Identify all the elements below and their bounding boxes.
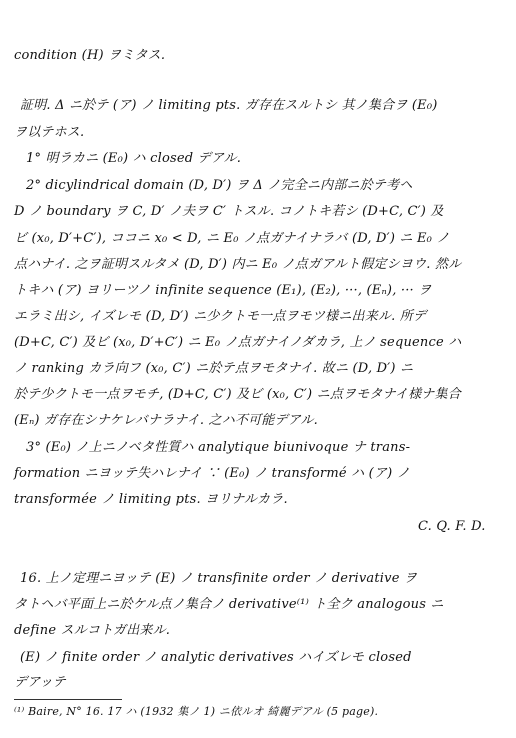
- text-line-15: 3° (E₀) ノ上ニノベタ性質ハ analytique biunivoque ナ trans-: [26, 440, 411, 455]
- text-line-17: transformée ノ limiting pts. ヨリナルカラ.: [14, 492, 288, 507]
- text-line-10: エラミ出シ, イズレモ (D, D′) ニ少クトモ一点ヲモツ様ニ出来ル. 所デ: [14, 309, 427, 324]
- text-line-19: 16. 上ノ定理ニヨッテ (E) ノ transfinite order ノ derivative ヲ: [20, 571, 418, 586]
- text-line-22: (E) ノ finite order ノ analytic derivatives ハイズレモ closed: [20, 650, 412, 665]
- footnote-divider: [14, 699, 122, 700]
- text-line-14: (Eₙ) ガ存在シナケレバナラナイ. 之ハ不可能デアル.: [14, 413, 318, 428]
- text-line-12: ノ ranking カラ向フ (x₀, C′) ニ於テ点ヲモタナイ. 故ニ (D, D′) ニ: [14, 361, 414, 376]
- text-line-4: 1° 明ラカニ (E₀) ハ closed デアル.: [26, 151, 242, 166]
- text-line-5: 2° dicylindrical domain (D, D′) ヲ Δ ノ完全ニ内部ニ於テ考ヘ: [26, 178, 413, 193]
- footnote: ⁽¹⁾ Baire, N° 16. 17 ハ (1932 集ノ 1) ニ依ルオ 綺麗デアル (5 page).: [14, 705, 379, 718]
- text-line-3: ヲ以テホス.: [14, 125, 85, 140]
- text-line-1: condition (H) ヲミタス.: [14, 48, 166, 63]
- text-line-9: トキハ (ア) ヨリーツノ infinite sequence (E₁), (E₂), ···, (Eₙ), ··· ヲ: [14, 283, 432, 298]
- text-line-23: デアッテ: [14, 675, 66, 690]
- qed-mark: C. Q. F. D.: [418, 519, 486, 534]
- text-line-8: 点ハナイ. 之ヲ証明スルタメ (D, D′) 内ニ E₀ ノ点ガアルト假定シヨウ. 然ル: [14, 257, 462, 272]
- text-line-16: formation ニヨッテ失ハレナイ ∵ (E₀) ノ transformé ハ (ア) ノ: [14, 466, 410, 481]
- text-line-11: (D+C, C′) 及ビ (x₀, D′+C′) ニ E₀ ノ点ガナイノダカラ, 上ノ sequence ハ: [14, 335, 462, 350]
- text-line-6: D ノ boundary ヲ C, D′ ノ夫ヲ C′ トスル. コノトキ若シ (D+C, C′) 及: [14, 204, 444, 219]
- text-line-21: define スルコトガ出来ル.: [14, 623, 171, 638]
- text-line-7: ビ (x₀, D′+C′), ココニ x₀ < D, ニ E₀ ノ点ガナイナラバ (D, D′) ニ E₀ ノ: [14, 231, 450, 246]
- text-line-20: タトヘバ平面上ニ於ケル点ノ集合ノ derivative⁽¹⁾ ト全ク analogous ニ: [14, 597, 444, 612]
- text-line-13: 於テ少クトモ一点ヲモチ, (D+C, C′) 及ビ (x₀, C′) ニ点ヲモタナイ様ナ集合: [14, 387, 461, 402]
- text-line-2: 証明. Δ ニ於テ (ア) ノ limiting pts. ガ存在スルトシ 其ノ集合ヲ (E₀): [20, 98, 438, 113]
